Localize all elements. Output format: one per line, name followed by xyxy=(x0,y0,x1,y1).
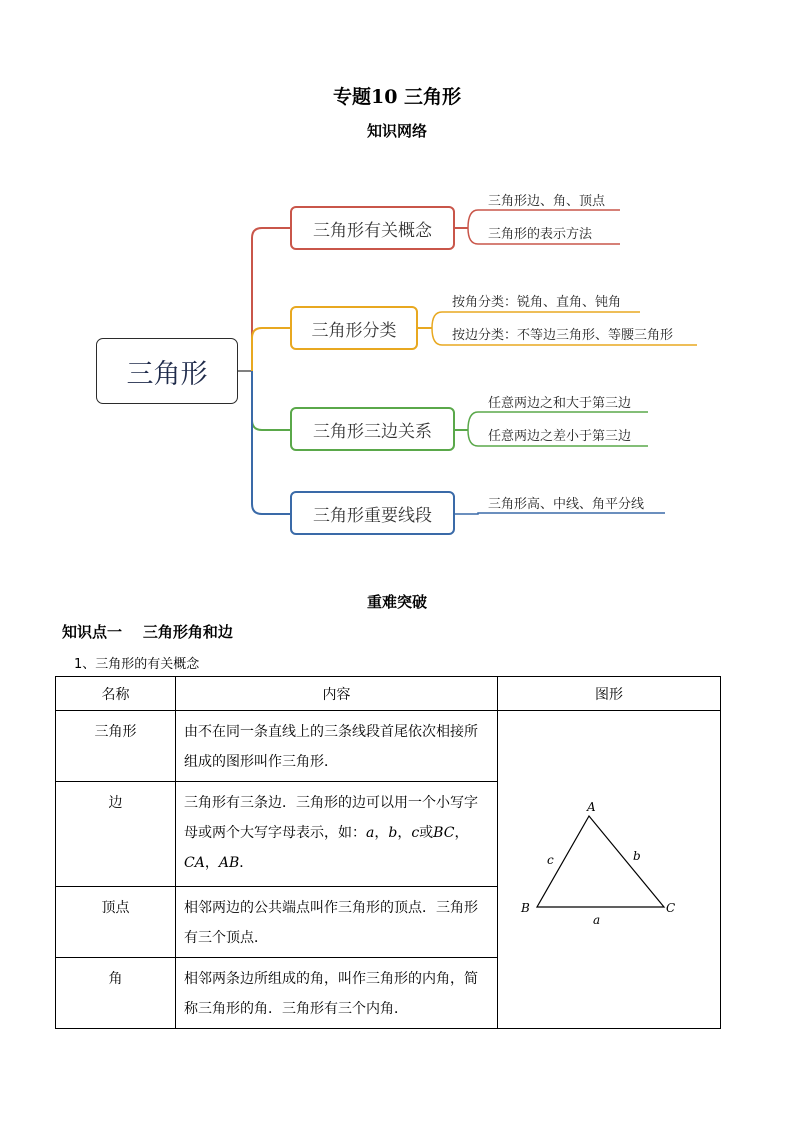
concept-table xyxy=(55,676,721,1029)
math-c: c xyxy=(411,825,420,841)
row-name: 三角形 xyxy=(56,711,176,782)
math-b: b xyxy=(388,825,398,841)
section-title: 重难突破 xyxy=(366,593,427,611)
math-bc: BC xyxy=(433,825,455,841)
mindmap-root: 三角形 xyxy=(96,338,238,404)
math-ca: CA xyxy=(184,855,205,871)
side-label-b: b xyxy=(633,848,641,863)
side-label-c: c xyxy=(547,852,554,867)
vertex-label-c: C xyxy=(666,900,676,915)
mindmap-leaf: 三角形的表示方法 xyxy=(488,227,593,242)
vertex-label-a: A xyxy=(587,799,596,814)
subheading: 1、三角形的有关概念 xyxy=(74,657,200,672)
column-header: 内容 xyxy=(176,677,498,711)
mindmap-leaf: 三角形边、角、顶点 xyxy=(488,194,606,209)
row-content-text: 三角形有三条边．三角形的边可以用一个小写字母或两个大写字母表示，如： xyxy=(184,795,478,841)
mindmap-branch-important-segments: 三角形重要线段 xyxy=(290,491,455,535)
math-a: a xyxy=(366,825,375,841)
table-row xyxy=(56,711,721,782)
page-title: 专题10 三角形 xyxy=(332,86,462,108)
mindmap-branch-classification: 三角形分类 xyxy=(290,306,418,350)
triangle-figure xyxy=(509,798,709,938)
table-header-row xyxy=(56,677,721,711)
mindmap-leaf: 任意两边之和大于第三边 xyxy=(488,396,632,411)
column-header: 图形 xyxy=(498,677,721,711)
mindmap-leaf: 按角分类：锐角、直角、钝角 xyxy=(452,295,622,310)
row-name: 顶点 xyxy=(56,887,176,958)
mindmap-leaf: 三角形高、中线、角平分线 xyxy=(488,497,645,512)
vertex-label-b: B xyxy=(521,900,530,915)
row-content: 相邻两条边所组成的角，叫作三角形的内角，简称三角形的角．三角形有三个内角． xyxy=(176,958,498,1029)
row-content: 三角形有三条边．三角形的边可以用一个小写字母或两个大写字母表示，如：a，b，c或BC，CA，AB． xyxy=(176,782,498,887)
mindmap-branch-side-relations: 三角形三边关系 xyxy=(290,407,455,451)
math-ab: AB xyxy=(218,855,240,871)
row-content: 相邻两边的公共端点叫作三角形的顶点．三角形有三个顶点． xyxy=(176,887,498,958)
knowledge-point-heading: 知识点一 三角形角和边 xyxy=(62,623,233,641)
row-name: 角 xyxy=(56,958,176,1029)
row-content: 由不在同一条直线上的三条线段首尾依次相接所组成的图形叫作三角形． xyxy=(176,711,498,782)
column-header: 名称 xyxy=(56,677,176,711)
mindmap-branch-concepts: 三角形有关概念 xyxy=(290,206,455,250)
figure-cell xyxy=(498,711,721,1029)
triangle-shape xyxy=(537,816,664,907)
mindmap-leaf: 任意两边之差小于第三边 xyxy=(488,429,632,444)
side-label-a: a xyxy=(593,912,601,927)
row-name: 边 xyxy=(56,782,176,887)
page-subtitle: 知识网络 xyxy=(366,122,427,140)
mindmap-leaf: 按边分类：不等边三角形、等腰三角形 xyxy=(452,328,674,343)
